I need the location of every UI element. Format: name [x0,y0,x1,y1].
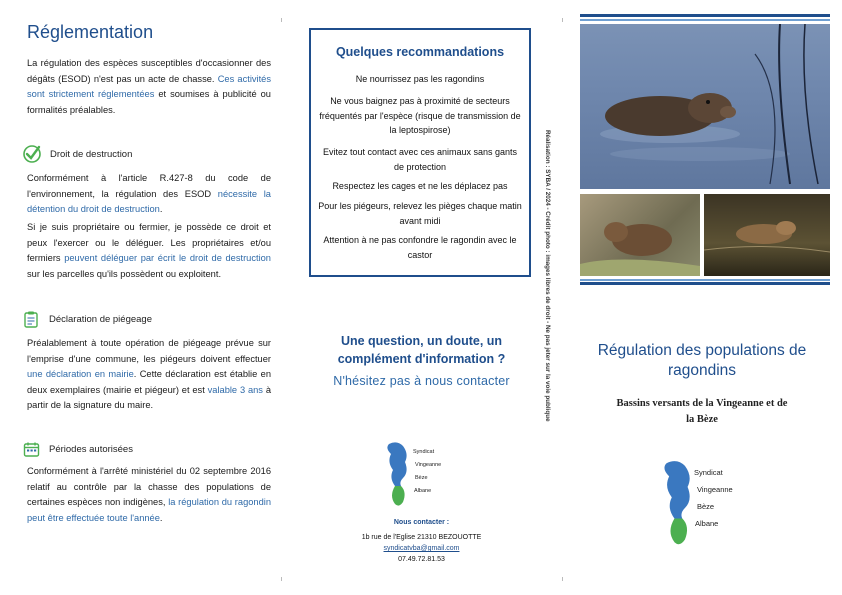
text: à partir de la signature du maire. [27,384,271,410]
question-heading: Une question, un doute, un complément d'information ? [337,334,506,366]
logo-word: Bèze [415,475,428,481]
recommendation-item: Attention à ne pas confondre le ragondin avec le castor [323,235,517,260]
text: Conformément à l'arrêté ministériel du 02 septembre 2016 relatif au contrôle par la chasse des populations de certaines espèces non indigènes, [27,466,271,507]
heading-periodes [22,440,133,459]
logo-word: Albane [414,488,432,494]
text: . Cette déclaration est établie en deux exemplaires (mairie et piégeur) et est [27,369,271,395]
text: La régulation des espèces susceptibles d'occasionner des dégâts (ESOD) n'est pas un acte de chasse. [27,58,271,84]
text: . [159,512,163,523]
recommendation-item: Pour les piégeurs, relevez les pièges chaque matin avant midi [318,201,522,226]
panel-cover [562,0,842,595]
highlight-text: valable 3 ans [207,384,263,395]
logo-word: Vingeanne [697,485,733,494]
contact-phone: 07.49.72.81.53 [398,556,445,563]
contact-address: 1b rue de l'Eglise 21310 BEZOUOTTE [361,534,482,541]
heading-label: Périodes autorisées [49,444,133,455]
heading-label: Droit de destruction [50,148,133,160]
top-rule [580,14,830,17]
brochure-subtitle: Bassins versants de la Vingeanne et de la Bèze [616,398,788,425]
section-title: Réglementation [27,22,154,42]
photo-illustration [704,194,830,276]
photo-illustration [580,24,830,189]
logo-map-icon [385,440,415,510]
text: Préalablement à toute opération de piégeage prévue sur l'emprise d'une commune, les piégeurs doivent effectuer [27,338,271,364]
panel-recommandations [281,0,562,595]
calendar-icon [22,440,41,459]
text: Conformément à l'article R.427-8 du code de l'environnement, la régulation des ESOD [27,173,271,199]
clipboard-icon [22,310,41,329]
panel-reglementation [0,0,281,595]
text: . [159,204,163,214]
recommendation-item: Respectez les cages et ne les déplacez pas [332,181,508,191]
logo-word: Syndicat [413,449,435,455]
syndicat-logo [660,458,770,550]
contact-label: Nous contacter : [393,519,450,526]
recommendation-item: Ne vous baignez pas à proximité de secteurs fréquentés par l'espèce (risque de transmission de la leptospirose) [319,96,521,135]
logo-word: Syndicat [694,468,723,477]
top-rule [580,19,830,21]
declaration-paragraph [27,336,271,414]
highlight-text: peuvent déléguer par écrit le droit de destruction [64,253,271,263]
vertical-credit-text: Réalisation : SYBA / 2024 - Crédit photo : images libres de droit - Ne pas jeter sur la voie publique [544,130,551,422]
photo-ragondin-grass [580,194,700,276]
recommendations-box [309,28,531,277]
intro-paragraph [27,56,271,118]
highlight-text: Ces activités sont strictement réglementées [27,73,272,99]
recommendations-title: Quelques recommandations [335,45,505,59]
text: sur les parcelles qu'ils possèdent ou exploitent. [27,268,222,279]
text: et soumises à publicité ou formalités préalables. [27,89,271,115]
droit-paragraph-2 [27,220,271,282]
recommendation-item: Evitez tout contact avec ces animaux sans gants de protection [322,147,518,172]
droit-paragraph [27,171,271,218]
heading-label: Déclaration de piégeage [49,314,152,325]
bottom-rule [580,282,830,285]
heading-droit [22,144,132,164]
highlight-text: une déclaration en mairie [27,369,134,379]
logo-words [413,446,441,498]
check-icon [22,144,42,164]
syndicat-logo-small [385,440,465,512]
bottom-rule [580,279,830,281]
logo-word: Albane [695,519,719,528]
contact-invite: N'hésitez pas à nous contacter [333,374,510,388]
recommendation-item: Ne nourrissez pas les ragondins [355,74,485,84]
periodes-paragraph [27,464,271,526]
text: Si je suis propriétaire ou fermier, je possède ce droit et peux l'exercer ou le déléguer. Les propriétaires et/ou fermiers [27,222,271,263]
photo-illustration [580,194,700,276]
logo-word: Vingeanne [415,462,442,468]
photo-ragondin-water [704,194,830,276]
logo-words [694,464,733,532]
heading-declaration [22,310,152,329]
highlight-text: la régulation du ragondin peut être effectuée toute l'année [27,497,271,523]
brochure-title: Régulation des populations de ragondins [597,342,807,379]
photo-swimming-ragondin [580,24,830,189]
logo-word: Bèze [697,502,715,511]
highlight-text: nécessite la détention du droit de destruction [27,188,271,214]
contact-email-link[interactable]: syndicatvba@gmail.com [383,545,460,552]
